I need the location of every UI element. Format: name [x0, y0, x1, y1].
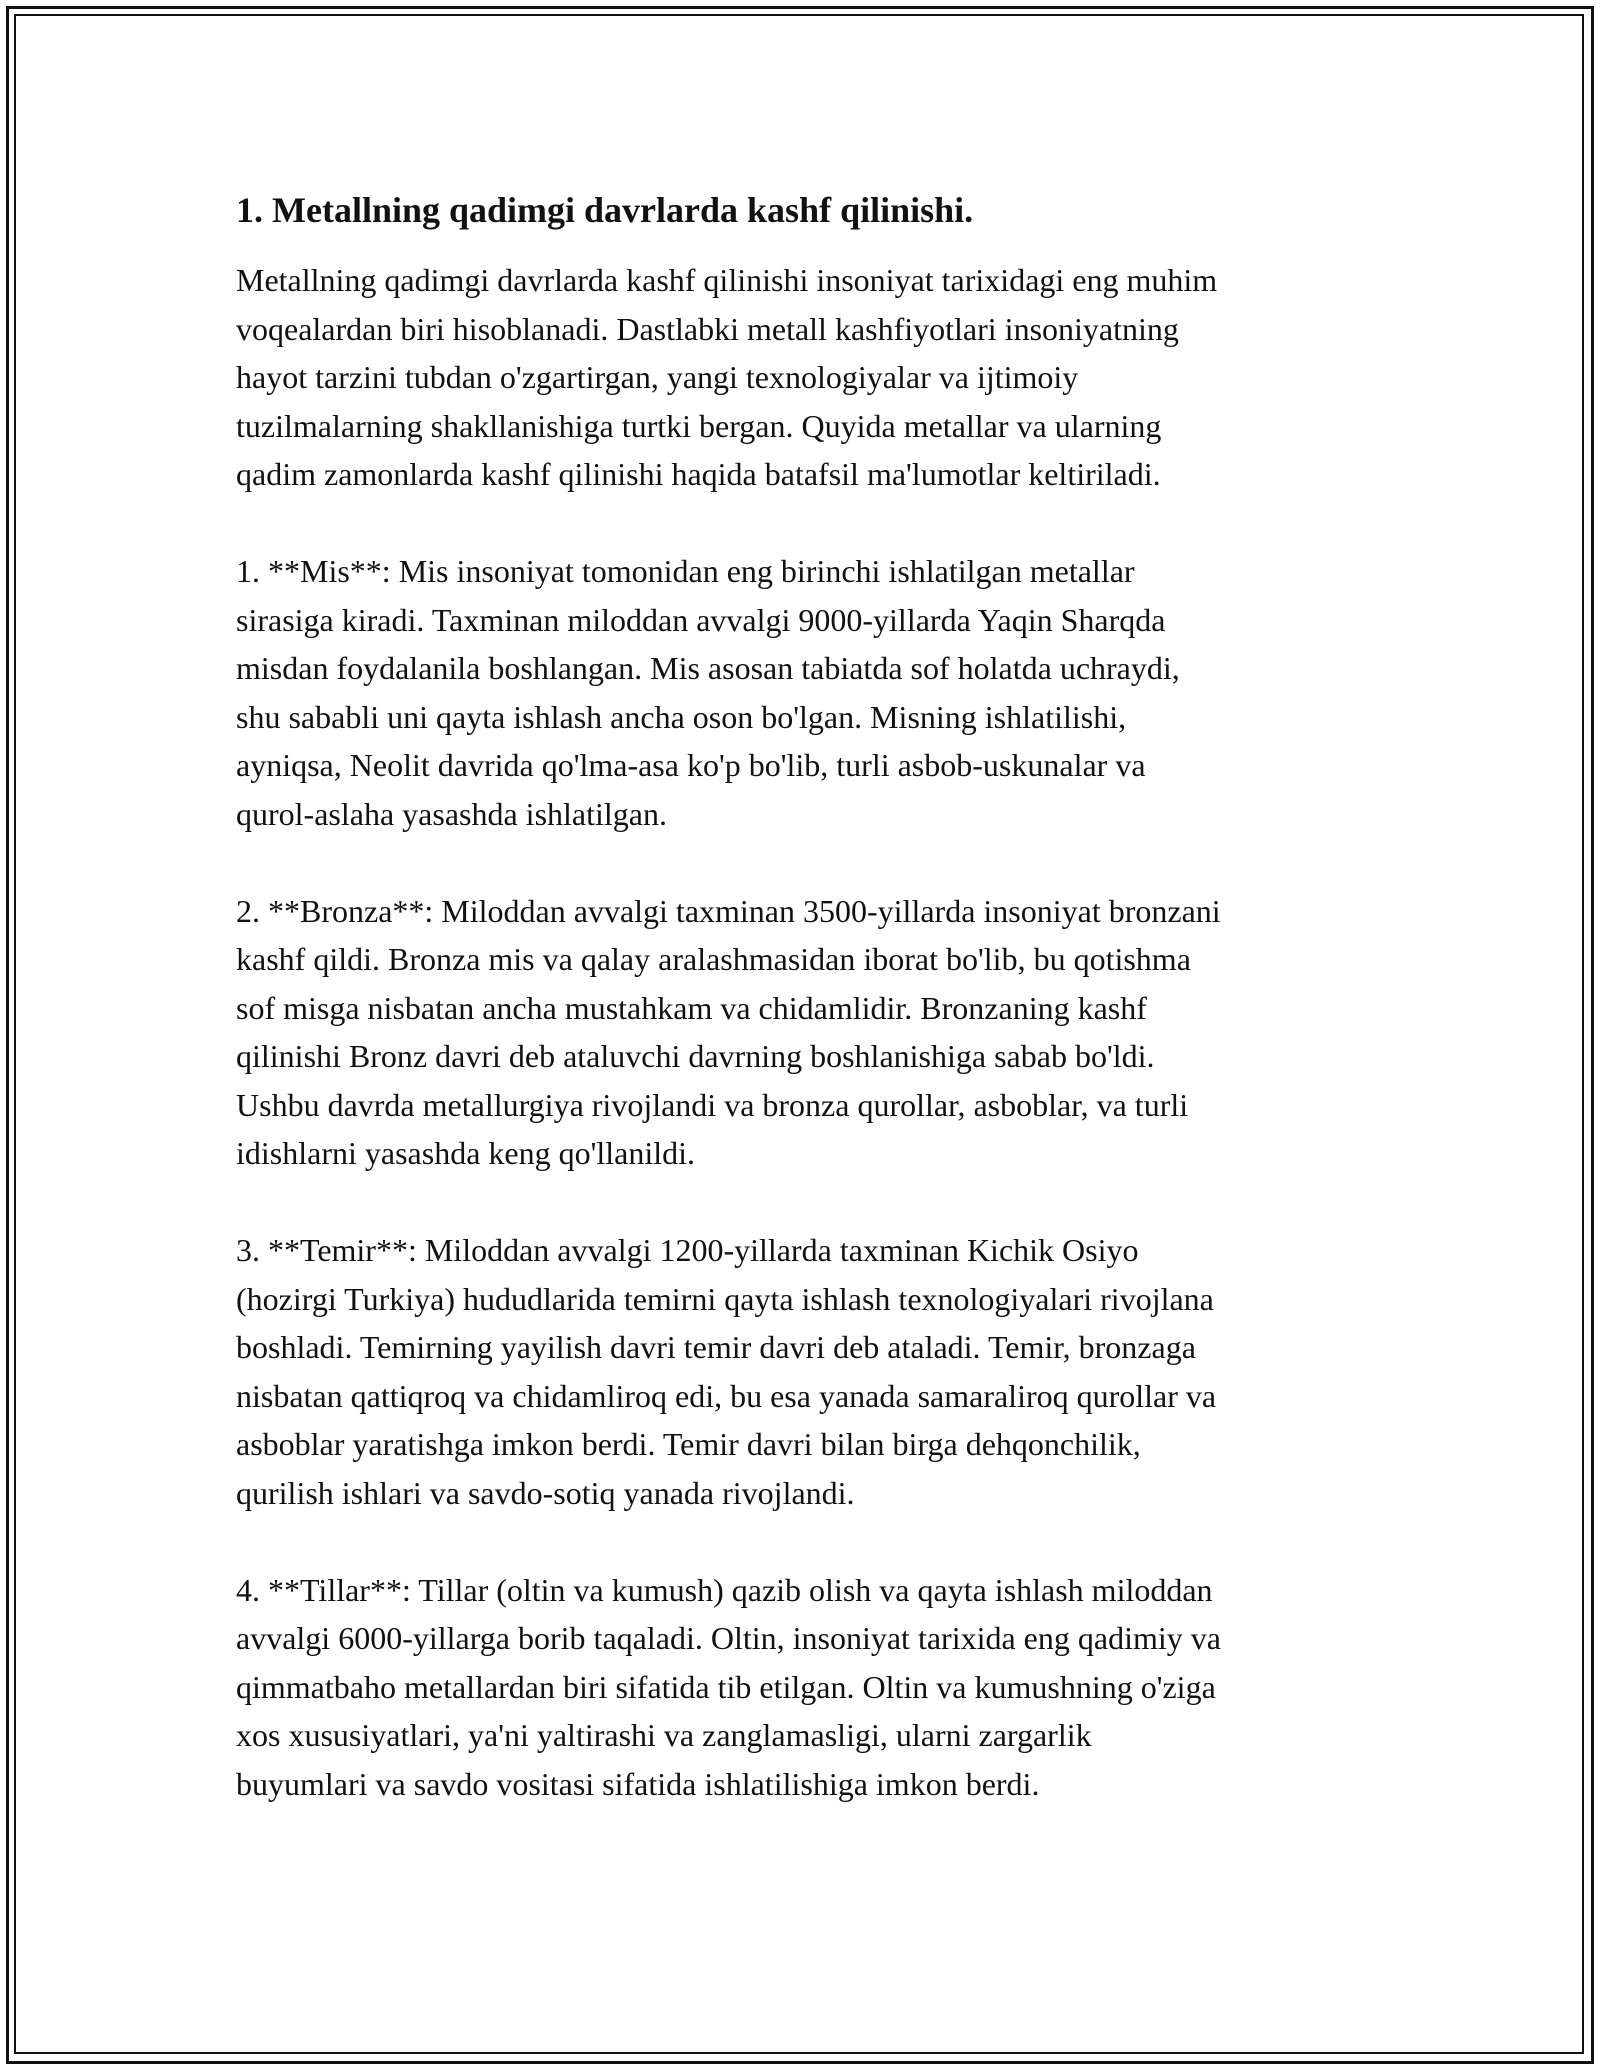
- text-line: 2. **Bronza**: Miloddan avvalgi taxminan 3500-yillarda insoniyat bronzani: [236, 892, 1221, 929]
- text-line: boshladi. Temirning yayilish davri temir davri deb ataladi. Temir, bronzaga: [236, 1329, 1196, 1365]
- temir-paragraph: [236, 1226, 1386, 1517]
- text-line: Ushbu davrda metallurgiya rivojlandi va bronza qurollar, asboblar, va turli: [236, 1086, 1189, 1123]
- document-body: [236, 186, 1386, 1857]
- text-line: 3. **Temir**: Miloddan avvalgi 1200-yillarda taxminan Kichik Osiyo: [236, 1232, 1139, 1268]
- text-line: sof misga nisbatan ancha mustahkam va chidamlidir. Bronzaning kashf: [236, 989, 1147, 1026]
- text-line: avvalgi 6000-yillarga borib taqaladi. Oltin, insoniyat tarixida eng qadimiy va: [236, 1620, 1221, 1656]
- text-line: nisbatan qattiqroq va chidamliroq edi, bu esa yanada samaraliroq qurollar va: [236, 1377, 1217, 1414]
- text-line: idishlarni yasashda keng qo'llanildi.: [236, 1135, 696, 1171]
- text-line: sirasiga kiradi. Taxminan miloddan avvalgi 9000-yillarda Yaqin Sharqda: [236, 601, 1166, 638]
- text-line: Metallning qadimgi davrlarda kashf qilinishi insoniyat tarixidagi eng muhim: [236, 262, 1218, 298]
- text-line: shu sababli uni qayta ishlash ancha oson bo'lgan. Misning ishlatilishi,: [236, 698, 1127, 735]
- text-line: buyumlari va savdo vositasi sifatida ishlatilishiga imkon berdi.: [236, 1765, 1040, 1802]
- mis-paragraph: [236, 547, 1386, 838]
- text-line: kashf qildi. Bronza mis va qalay aralashmasidan iborat bo'lib, bu qotishma: [236, 941, 1191, 977]
- text-line: qilinishi Bronz davri deb ataluvchi davrning boshlanishiga sabab bo'ldi.: [236, 1038, 1155, 1074]
- tillar-paragraph: [236, 1566, 1386, 1809]
- text-line: qadim zamonlarda kashf qilinishi haqida batafsil ma'lumotlar keltiriladi.: [236, 456, 1161, 492]
- bronza-paragraph: [236, 887, 1386, 1178]
- text-line: xos xususiyatlari, ya'ni yaltirashi va zanglamasligi, ularni zargarlik: [236, 1717, 1092, 1753]
- text-line: qurol-aslaha yasashda ishlatilgan.: [236, 795, 667, 832]
- text-line: 1. **Mis**: Mis insoniyat tomonidan eng birinchi ishlatilgan metallar: [236, 553, 1135, 589]
- text-line: tuzilmalarning shakllanishiga turtki bergan. Quyida metallar va ularning: [236, 407, 1162, 444]
- text-line: qimmatbaho metallardan biri sifatida tib etilgan. Oltin va kumushning o'ziga: [236, 1668, 1216, 1705]
- text-line: qurilish ishlari va savdo-sotiq yanada rivojlandi.: [236, 1474, 855, 1511]
- paragraph-list: [236, 256, 1386, 1808]
- page-title: 1. Metallning qadimgi davrlarda kashf qilinishi.: [236, 190, 974, 230]
- text-line: 4. **Tillar**: Tillar (oltin va kumush) qazib olish va qayta ishlash miloddan: [236, 1571, 1213, 1608]
- text-line: misdan foydalanila boshlangan. Mis asosan tabiatda sof holatda uchraydi,: [236, 650, 1180, 686]
- text-line: asboblar yaratishga imkon berdi. Temir davri bilan birga dehqonchilik,: [236, 1426, 1141, 1462]
- text-line: ayniqsa, Neolit davrida qo'lma-asa ko'p bo'lib, turli asbob-uskunalar va: [236, 747, 1146, 783]
- text-line: voqealardan biri hisoblanadi. Dastlabki metall kashfiyotlari insoniyatning: [236, 310, 1179, 347]
- text-line: (hozirgi Turkiya) hududlarida temirni qayta ishlash texnologiyalari rivojlana: [236, 1280, 1214, 1317]
- text-line: hayot tarzini tubdan o'zgartirgan, yangi texnologiyalar va ijtimoiy: [236, 359, 1079, 395]
- intro-paragraph: [236, 256, 1386, 499]
